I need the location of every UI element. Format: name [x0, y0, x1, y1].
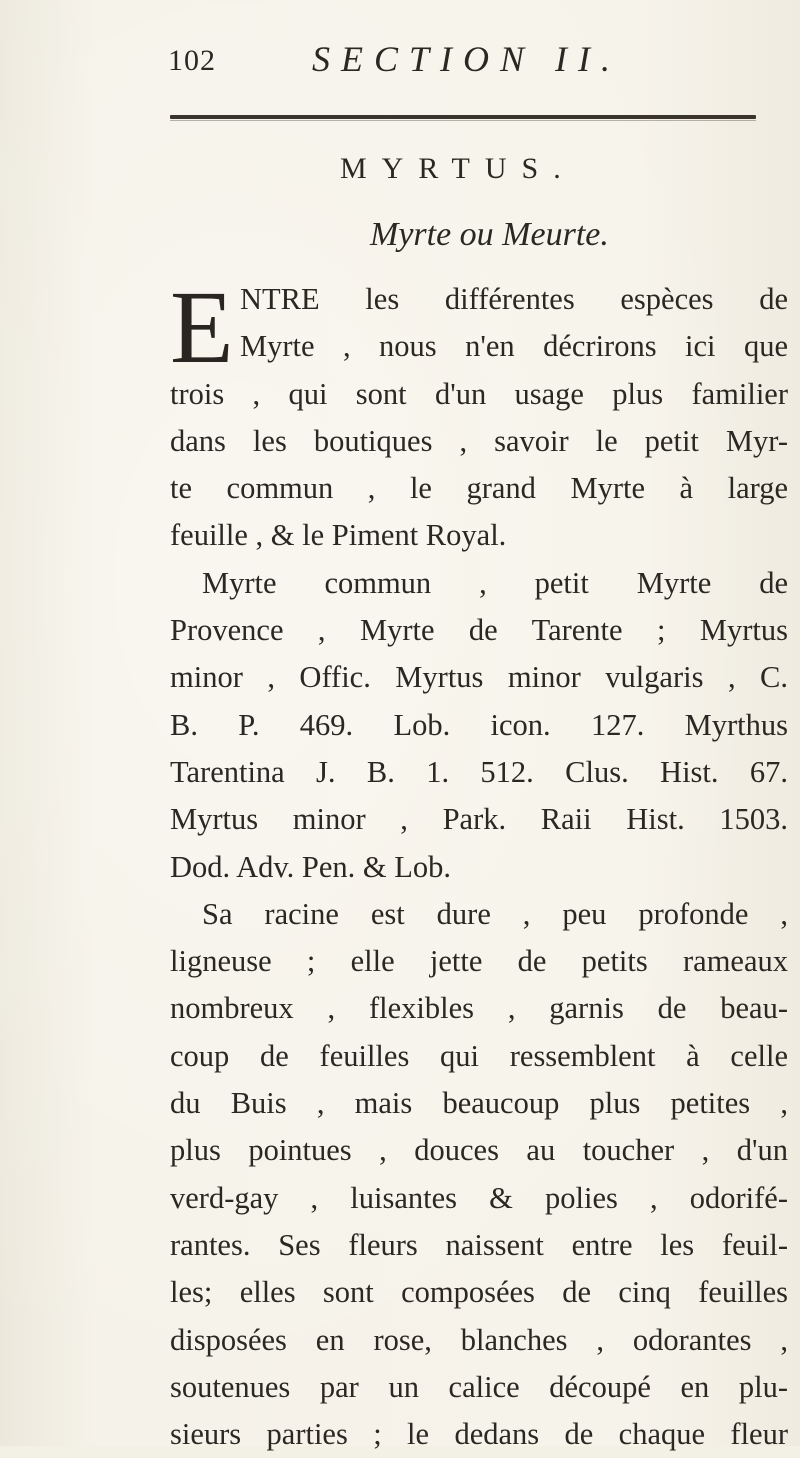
text-line: coup de feuilles qui ressemblent à celle [170, 1038, 788, 1073]
page-number: 102 [168, 44, 216, 77]
text-line: Myrte , nous n'en décrirons ici que [240, 329, 788, 364]
article-subtitle: Myrte ou Meurte. [370, 216, 609, 253]
text-line: trois , qui sont d'un usage plus familier [170, 376, 788, 411]
text-line: Provence , Myrte de Tarente ; Myrtus [170, 613, 788, 648]
text-line: verd-gay , luisantes & polies , odorifé- [170, 1180, 788, 1215]
text-line: Tarentina J. B. 1. 512. Clus. Hist. 67. [170, 754, 788, 789]
text-line: ligneuse ; elle jette de petits rameaux [170, 944, 788, 979]
body-text [170, 270, 788, 1458]
text-line: nombreux , flexibles , garnis de beau- [170, 991, 788, 1026]
text-line: B. P. 469. Lob. icon. 127. Myrthus [170, 707, 788, 742]
text-line: Myrte commun , petit Myrte de [202, 565, 788, 600]
drop-cap: E [170, 270, 234, 385]
article-title: MYRTUS. [340, 152, 576, 185]
text-line: disposées en rose, blanches , odorantes , [170, 1322, 788, 1357]
text-line: sieurs parties ; le dedans de chaque fleur [170, 1417, 788, 1452]
text-line: Dod. Adv. Pen. & Lob. [170, 849, 451, 884]
text-line: les; elles sont composées de cinq feuilles [170, 1275, 788, 1310]
text-line: plus pointues , douces au toucher , d'un [170, 1133, 788, 1168]
running-head [0, 38, 800, 88]
text-line: Sa racine est dure , peu profonde , [202, 896, 788, 931]
text-line: rantes. Ses fleurs naissent entre les feuil- [170, 1227, 788, 1262]
text-line: dans les boutiques , savoir le petit Myr- [170, 423, 788, 458]
header-rule [170, 115, 756, 119]
text-line: du Buis , mais beaucoup plus petites , [170, 1086, 788, 1121]
text-line: te commun , le grand Myrte à large [170, 471, 788, 506]
text-line: feuille , & le Piment Royal. [170, 518, 507, 553]
section-heading: SECTION II. [312, 39, 621, 79]
text-line: Myrtus minor , Park. Raii Hist. 1503. [170, 802, 788, 837]
text-line: soutenues par un calice découpé en plu- [170, 1369, 788, 1404]
text-line: minor , Offic. Myrtus minor vulgaris , C. [170, 660, 788, 695]
text-line: NTRE les différentes espèces de [240, 282, 788, 316]
